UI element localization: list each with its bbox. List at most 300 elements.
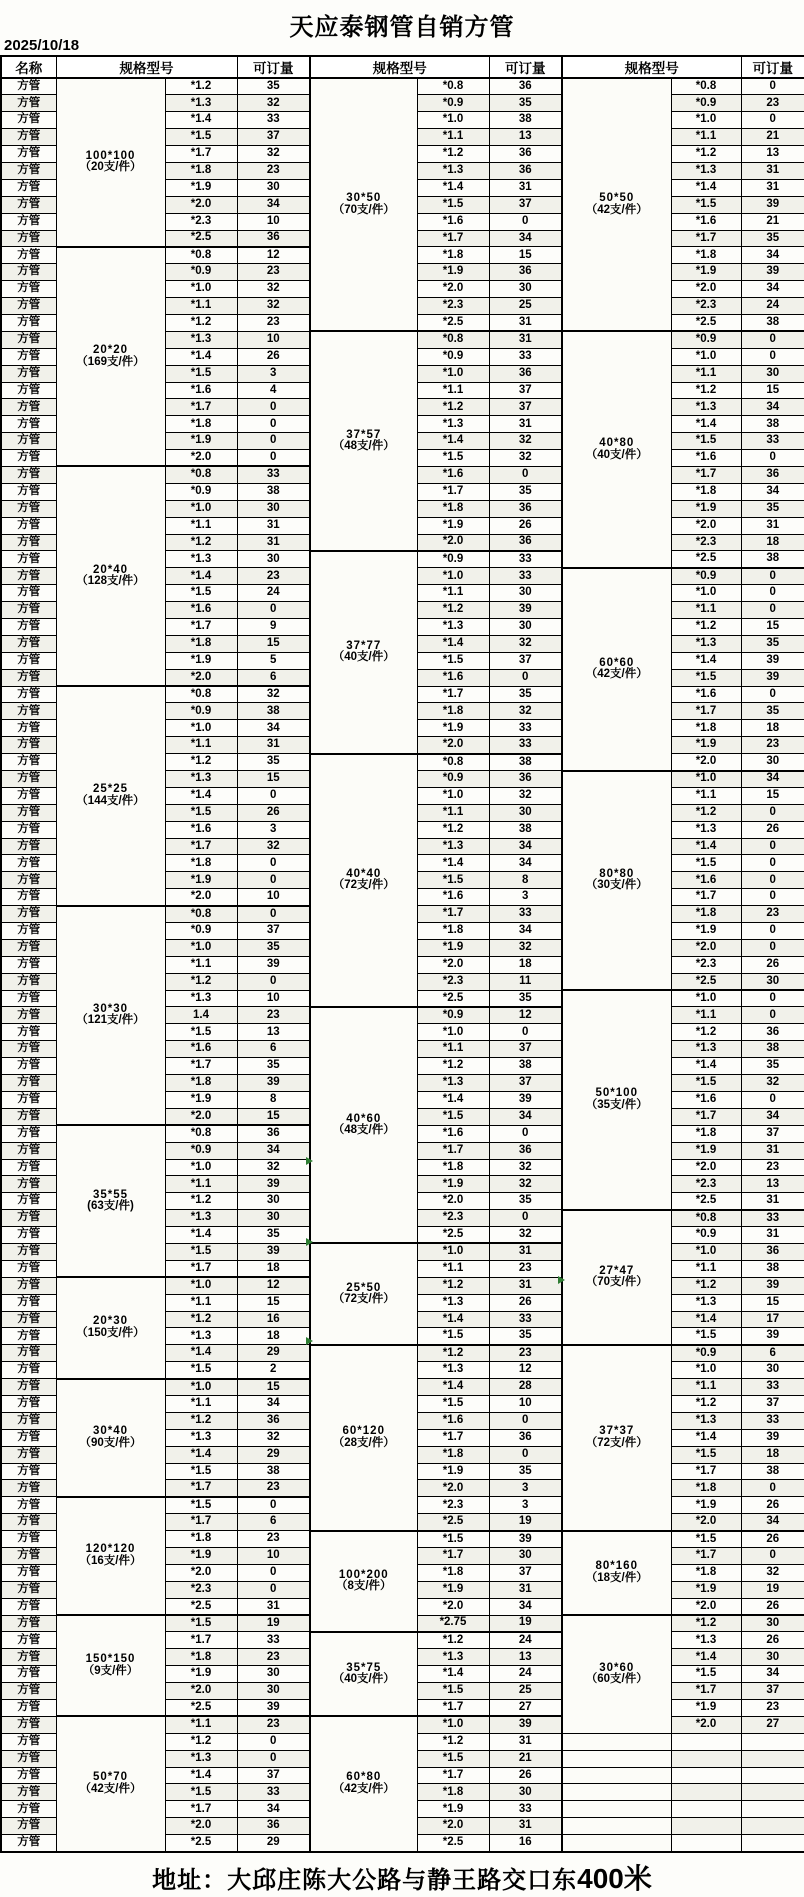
thickness-cell: *1.3 [417, 1294, 489, 1311]
quantity-cell: 30 [237, 1683, 310, 1700]
quantity-cell: 36 [489, 534, 562, 551]
thickness-cell: *2.0 [671, 754, 741, 771]
column-header: 可订量 [489, 56, 562, 78]
quantity-cell [741, 1818, 804, 1835]
thickness-cell: *1.1 [417, 585, 489, 602]
quantity-cell: 34 [489, 1108, 562, 1125]
thickness-cell: *1.4 [671, 1311, 741, 1328]
pipe-name-cell: 方管 [1, 146, 56, 163]
spec-size-label: 50*70 [92, 1771, 129, 1784]
quantity-cell: 39 [741, 1429, 804, 1446]
thickness-cell: *1.9 [417, 1581, 489, 1598]
spec-group-cell [562, 771, 671, 991]
quantity-cell: 34 [237, 1142, 310, 1159]
spec-pack-label: （72支/件） [332, 1293, 395, 1306]
quantity-cell: 38 [741, 1041, 804, 1058]
thickness-cell: *1.1 [417, 129, 489, 146]
quantity-cell: 36 [741, 466, 804, 483]
thickness-cell: *1.0 [165, 1277, 237, 1294]
pipe-name-cell: 方管 [1, 1159, 56, 1176]
thickness-cell: *1.6 [165, 1041, 237, 1058]
quantity-cell: 21 [741, 213, 804, 230]
quantity-cell: 0 [237, 1581, 310, 1598]
thickness-cell: *2.0 [165, 1108, 237, 1125]
quantity-cell [741, 1835, 804, 1852]
quantity-cell: 0 [741, 1007, 804, 1024]
date-label: 2025/10/18 [4, 37, 80, 54]
thickness-cell: *1.8 [671, 720, 741, 737]
quantity-cell: 23 [489, 1260, 562, 1277]
quantity-cell: 35 [237, 754, 310, 771]
quantity-cell: 39 [489, 602, 562, 619]
quantity-cell: 39 [489, 1091, 562, 1108]
quantity-cell: 18 [741, 534, 804, 551]
thickness-cell: *1.1 [165, 1176, 237, 1193]
thickness-cell: *2.5 [417, 1514, 489, 1531]
spec-group-cell [562, 1345, 671, 1531]
quantity-cell: 35 [489, 483, 562, 500]
thickness-cell: *1.8 [671, 247, 741, 264]
spec-size-label: 60*120 [342, 1425, 385, 1438]
pipe-name-cell: 方管 [1, 1784, 56, 1801]
quantity-cell: 31 [741, 179, 804, 196]
thickness-cell: *1.5 [417, 1108, 489, 1125]
thickness-cell: *1.3 [165, 1210, 237, 1227]
quantity-cell: 23 [237, 1480, 310, 1497]
quantity-cell: 39 [741, 196, 804, 213]
spec-pack-label: （60支/件） [585, 1673, 648, 1686]
quantity-cell: 0 [489, 1024, 562, 1041]
thickness-cell: *1.1 [165, 298, 237, 315]
pipe-name-cell: 方管 [1, 771, 56, 788]
spec-group-cell [310, 551, 417, 754]
thickness-cell: *1.5 [417, 1395, 489, 1412]
quantity-cell: 23 [237, 264, 310, 281]
thickness-cell: *1.1 [671, 1260, 741, 1277]
quantity-cell: 36 [489, 365, 562, 382]
quantity-cell: 30 [489, 585, 562, 602]
spec-size-label: 30*30 [92, 1002, 129, 1015]
quantity-cell: 26 [741, 821, 804, 838]
pipe-name-cell: 方管 [1, 602, 56, 619]
thickness-cell: *2.0 [417, 534, 489, 551]
quantity-cell: 33 [741, 1379, 804, 1396]
spec-pack-label: （72支/件） [332, 879, 395, 892]
quantity-cell: 35 [741, 230, 804, 247]
quantity-cell: 33 [237, 112, 310, 129]
quantity-cell: 0 [741, 331, 804, 348]
spec-size-label: 30*60 [599, 1661, 635, 1674]
quantity-cell: 3 [489, 889, 562, 906]
quantity-cell: 32 [237, 298, 310, 315]
thickness-cell: *1.5 [417, 872, 489, 889]
spec-pack-label: （40支/件） [585, 448, 648, 461]
thickness-cell: *1.2 [671, 1277, 741, 1294]
pipe-name-cell: 方管 [1, 247, 56, 264]
thickness-cell: *1.3 [165, 551, 237, 568]
quantity-cell: 21 [741, 129, 804, 146]
spec-size-label: 80*80 [599, 867, 635, 880]
quantity-cell: 3 [489, 1497, 562, 1514]
quantity-cell: 23 [741, 906, 804, 923]
thickness-cell: *2.0 [671, 517, 741, 534]
quantity-cell: 35 [489, 1328, 562, 1345]
quantity-cell: 6 [237, 1514, 310, 1531]
thickness-cell: *1.0 [671, 112, 741, 129]
quantity-cell: 15 [237, 1379, 310, 1396]
thickness-cell: *1.7 [165, 1058, 237, 1075]
thickness-cell: *1.7 [165, 399, 237, 416]
thickness-cell: *1.4 [165, 1345, 237, 1362]
pipe-name-cell: 方管 [1, 112, 56, 129]
thickness-cell: *1.5 [165, 129, 237, 146]
spec-group-cell [56, 78, 165, 247]
quantity-cell: 34 [741, 1108, 804, 1125]
thickness-cell: *1.5 [671, 669, 741, 686]
pipe-name-cell: 方管 [1, 1835, 56, 1852]
thickness-cell: *1.1 [165, 737, 237, 754]
quantity-cell: 34 [741, 771, 804, 788]
thickness-cell: *0.8 [417, 78, 489, 95]
thickness-cell: *1.7 [417, 1547, 489, 1564]
quantity-cell: 32 [489, 1159, 562, 1176]
quantity-cell: 36 [237, 1412, 310, 1429]
spec-group-cell [310, 1716, 417, 1851]
pipe-name-cell: 方管 [1, 1227, 56, 1244]
spec-group-cell [56, 1497, 165, 1615]
quantity-cell: 23 [741, 1700, 804, 1717]
thickness-cell: *1.7 [671, 466, 741, 483]
thickness-cell: *2.5 [165, 1835, 237, 1852]
thickness-cell: *1.1 [671, 1379, 741, 1396]
quantity-cell: 0 [741, 568, 804, 585]
thickness-cell: *1.0 [671, 585, 741, 602]
thickness-cell: *2.75 [417, 1615, 489, 1632]
thickness-cell: *1.5 [671, 196, 741, 213]
column-header: 规格型号 [56, 56, 237, 78]
thickness-cell: *1.2 [165, 1311, 237, 1328]
thickness-cell: *2.5 [165, 1598, 237, 1615]
thickness-cell: *1.1 [417, 1041, 489, 1058]
quantity-cell [741, 1801, 804, 1818]
quantity-cell: 30 [489, 1547, 562, 1564]
pipe-name-cell: 方管 [1, 1142, 56, 1159]
thickness-cell: *1.7 [417, 1767, 489, 1784]
thickness-cell: *1.0 [671, 771, 741, 788]
thickness-cell: *1.6 [671, 213, 741, 230]
thickness-cell: *2.0 [417, 1818, 489, 1835]
quantity-cell: 35 [489, 686, 562, 703]
thickness-cell: *0.9 [671, 568, 741, 585]
thickness-cell: *1.5 [417, 652, 489, 669]
thickness-cell: *1.5 [165, 1463, 237, 1480]
quantity-cell: 16 [237, 1311, 310, 1328]
thickness-cell: *1.5 [417, 1328, 489, 1345]
quantity-cell: 35 [741, 500, 804, 517]
table-header [1, 56, 804, 78]
thickness-cell: *1.4 [671, 416, 741, 433]
quantity-cell: 36 [489, 1429, 562, 1446]
pipe-name-cell: 方管 [1, 196, 56, 213]
quantity-cell: 23 [741, 737, 804, 754]
spec-pack-label: （8支/件） [335, 1580, 392, 1593]
quantity-cell: 0 [741, 1547, 804, 1564]
quantity-cell: 0 [237, 602, 310, 619]
quantity-cell: 33 [489, 551, 562, 568]
quantity-cell: 31 [237, 737, 310, 754]
thickness-cell: *1.7 [165, 1514, 237, 1531]
quantity-cell: 30 [741, 973, 804, 990]
pipe-name-cell: 方管 [1, 298, 56, 315]
pipe-name-cell: 方管 [1, 1041, 56, 1058]
quantity-cell: 35 [741, 635, 804, 652]
quantity-cell: 33 [489, 737, 562, 754]
thickness-cell: *1.8 [165, 162, 237, 179]
thickness-cell: *1.9 [671, 1497, 741, 1514]
quantity-cell: 34 [741, 247, 804, 264]
quantity-cell: 26 [489, 1767, 562, 1784]
thickness-cell: *1.5 [417, 196, 489, 213]
spec-pack-label: （20支/件） [79, 161, 142, 174]
quantity-cell: 6 [741, 1345, 804, 1362]
quantity-cell: 28 [489, 1379, 562, 1396]
thickness-cell: *1.5 [417, 1750, 489, 1767]
thickness-cell: *1.4 [417, 1666, 489, 1683]
thickness-cell: *1.2 [165, 1733, 237, 1750]
spec-group-cell [56, 1379, 165, 1497]
pipe-name-cell: 方管 [1, 1176, 56, 1193]
pipe-name-cell: 方管 [1, 433, 56, 450]
quantity-cell: 0 [237, 399, 310, 416]
quantity-cell: 32 [489, 703, 562, 720]
thickness-cell: *1.5 [165, 1243, 237, 1260]
quantity-cell: 0 [741, 1480, 804, 1497]
thickness-cell: *1.4 [671, 179, 741, 196]
spec-group-cell-empty [562, 1801, 671, 1818]
quantity-cell: 19 [741, 1581, 804, 1598]
quantity-cell: 38 [489, 112, 562, 129]
quantity-cell: 36 [741, 1243, 804, 1260]
thickness-cell: *1.3 [671, 821, 741, 838]
quantity-cell: 0 [237, 1750, 310, 1767]
quantity-cell: 31 [489, 1818, 562, 1835]
thickness-cell: *1.0 [417, 1024, 489, 1041]
pipe-name-cell: 方管 [1, 466, 56, 483]
thickness-cell: *0.8 [417, 754, 489, 771]
thickness-cell: *1.1 [671, 365, 741, 382]
quantity-cell: 31 [489, 314, 562, 331]
pipe-name-cell: 方管 [1, 1260, 56, 1277]
thickness-cell: *1.9 [165, 179, 237, 196]
thickness-cell: *1.9 [417, 1801, 489, 1818]
quantity-cell: 33 [489, 1801, 562, 1818]
quantity-cell: 32 [741, 1075, 804, 1092]
thickness-cell [671, 1750, 741, 1767]
pipe-name-cell: 方管 [1, 331, 56, 348]
quantity-cell: 32 [237, 1159, 310, 1176]
quantity-cell: 37 [741, 1395, 804, 1412]
thickness-cell: *1.0 [671, 990, 741, 1007]
thickness-cell: *1.3 [165, 1328, 237, 1345]
thickness-cell: *1.4 [671, 652, 741, 669]
table-row [1, 1716, 804, 1733]
spec-size-label: 150*150 [85, 1653, 136, 1666]
quantity-cell: 34 [741, 399, 804, 416]
spec-size-label: 20*20 [92, 344, 129, 357]
quantity-cell: 33 [741, 1210, 804, 1227]
column-header: 可订量 [741, 56, 804, 78]
quantity-cell: 15 [237, 1108, 310, 1125]
thickness-cell: *1.8 [671, 483, 741, 500]
quantity-cell: 32 [489, 787, 562, 804]
thickness-cell: *1.7 [671, 703, 741, 720]
thickness-cell: *1.7 [671, 1683, 741, 1700]
thickness-cell: *1.9 [165, 433, 237, 450]
thickness-cell: *1.0 [671, 1362, 741, 1379]
thickness-cell: *1.5 [165, 1024, 237, 1041]
pipe-name-cell: 方管 [1, 1767, 56, 1784]
thickness-cell: *1.0 [165, 720, 237, 737]
pipe-name-cell: 方管 [1, 821, 56, 838]
spec-size-label: 50*50 [599, 192, 635, 205]
quantity-cell: 18 [489, 956, 562, 973]
thickness-cell: *2.5 [417, 314, 489, 331]
thickness-cell: *2.3 [417, 1210, 489, 1227]
spec-pack-label: （35支/件） [585, 1098, 648, 1111]
quantity-cell: 35 [489, 95, 562, 112]
thickness-cell: *2.3 [165, 213, 237, 230]
quantity-cell: 0 [489, 1446, 562, 1463]
spec-pack-label: （30支/件） [585, 879, 648, 892]
thickness-cell: *1.7 [417, 906, 489, 923]
quantity-cell: 34 [741, 281, 804, 298]
thickness-cell: *2.5 [671, 973, 741, 990]
quantity-cell: 26 [237, 804, 310, 821]
quantity-cell: 37 [489, 1564, 562, 1581]
thickness-cell: *2.0 [165, 1564, 237, 1581]
thickness-cell: *2.0 [671, 1514, 741, 1531]
quantity-cell: 38 [237, 483, 310, 500]
spec-group-cell [56, 906, 165, 1126]
thickness-cell: *1.3 [417, 1362, 489, 1379]
thickness-cell: *1.5 [165, 1615, 237, 1632]
thickness-cell: *1.6 [671, 1091, 741, 1108]
thickness-cell: *1.4 [165, 1446, 237, 1463]
quantity-cell: 31 [741, 517, 804, 534]
quantity-cell: 34 [741, 1514, 804, 1531]
thickness-cell: *1.2 [165, 754, 237, 771]
pipe-name-cell: 方管 [1, 1379, 56, 1396]
thickness-cell: *2.5 [671, 314, 741, 331]
pipe-name-cell: 方管 [1, 382, 56, 399]
quantity-cell: 24 [489, 1666, 562, 1683]
quantity-cell: 31 [489, 1277, 562, 1294]
spec-pack-label: （40支/件） [332, 1673, 395, 1686]
spec-group-cell [310, 1531, 417, 1632]
quantity-cell: 16 [489, 1835, 562, 1852]
quantity-cell: 0 [237, 450, 310, 467]
thickness-cell: *1.5 [165, 804, 237, 821]
quantity-cell: 31 [237, 1598, 310, 1615]
thickness-cell: *1.5 [671, 1446, 741, 1463]
spec-pack-label: （48支/件） [332, 1124, 395, 1137]
spec-group-cell-empty [562, 1818, 671, 1835]
thickness-cell: *1.8 [165, 635, 237, 652]
pipe-name-cell: 方管 [1, 1328, 56, 1345]
thickness-cell: *1.9 [671, 500, 741, 517]
thickness-cell: *1.7 [165, 838, 237, 855]
quantity-cell: 0 [741, 838, 804, 855]
thickness-cell: *1.4 [417, 635, 489, 652]
quantity-cell: 23 [237, 1649, 310, 1666]
thickness-cell: *1.3 [165, 331, 237, 348]
thickness-cell: *0.9 [417, 95, 489, 112]
thickness-cell: *1.3 [165, 771, 237, 788]
thickness-cell: *1.6 [165, 821, 237, 838]
spec-group-cell [310, 1632, 417, 1716]
quantity-cell: 34 [237, 720, 310, 737]
quantity-cell: 12 [489, 1362, 562, 1379]
thickness-cell: *0.9 [417, 771, 489, 788]
pipe-name-cell: 方管 [1, 568, 56, 585]
quantity-cell: 19 [237, 1615, 310, 1632]
spec-pack-label: （70支/件） [585, 1276, 648, 1289]
column-header: 规格型号 [310, 56, 489, 78]
thickness-cell: *1.0 [417, 787, 489, 804]
pipe-name-cell: 方管 [1, 872, 56, 889]
pipe-name-cell: 方管 [1, 1716, 56, 1733]
thickness-cell: *1.3 [165, 990, 237, 1007]
quantity-cell: 39 [237, 1075, 310, 1092]
cell-flag-icon [306, 1238, 313, 1246]
quantity-cell: 0 [489, 1125, 562, 1142]
quantity-cell: 33 [237, 1784, 310, 1801]
quantity-cell: 0 [237, 1733, 310, 1750]
quantity-cell: 39 [237, 1700, 310, 1717]
quantity-cell: 33 [489, 348, 562, 365]
spec-group-cell-empty [562, 1835, 671, 1852]
quantity-cell: 30 [489, 619, 562, 636]
pipe-name-cell: 方管 [1, 754, 56, 771]
thickness-cell: *1.1 [165, 1395, 237, 1412]
cell-flag-icon [306, 1337, 313, 1345]
pipe-name-cell: 方管 [1, 1581, 56, 1598]
pipe-name-cell: 方管 [1, 787, 56, 804]
thickness-cell: *1.3 [671, 1412, 741, 1429]
thickness-cell: *1.8 [417, 1564, 489, 1581]
spec-group-cell-empty [562, 1733, 671, 1750]
quantity-cell: 23 [489, 1345, 562, 1362]
spec-pack-label: （72支/件） [585, 1436, 648, 1449]
quantity-cell: 0 [237, 1564, 310, 1581]
thickness-cell: *1.2 [165, 1412, 237, 1429]
spec-size-label: 27*47 [599, 1264, 635, 1277]
thickness-cell: *2.3 [417, 1497, 489, 1514]
pipe-name-cell: 方管 [1, 737, 56, 754]
thickness-cell: *1.1 [671, 602, 741, 619]
quantity-cell: 30 [489, 804, 562, 821]
thickness-cell: *1.6 [417, 213, 489, 230]
thickness-cell: *1.1 [671, 129, 741, 146]
quantity-cell: 30 [237, 1210, 310, 1227]
quantity-cell: 31 [489, 331, 562, 348]
pipe-name-cell: 方管 [1, 669, 56, 686]
thickness-cell: *1.2 [671, 146, 741, 163]
pipe-name-cell: 方管 [1, 1666, 56, 1683]
thickness-cell: *1.1 [165, 517, 237, 534]
spec-pack-label: （16支/件） [79, 1554, 142, 1567]
quantity-cell: 37 [237, 1767, 310, 1784]
